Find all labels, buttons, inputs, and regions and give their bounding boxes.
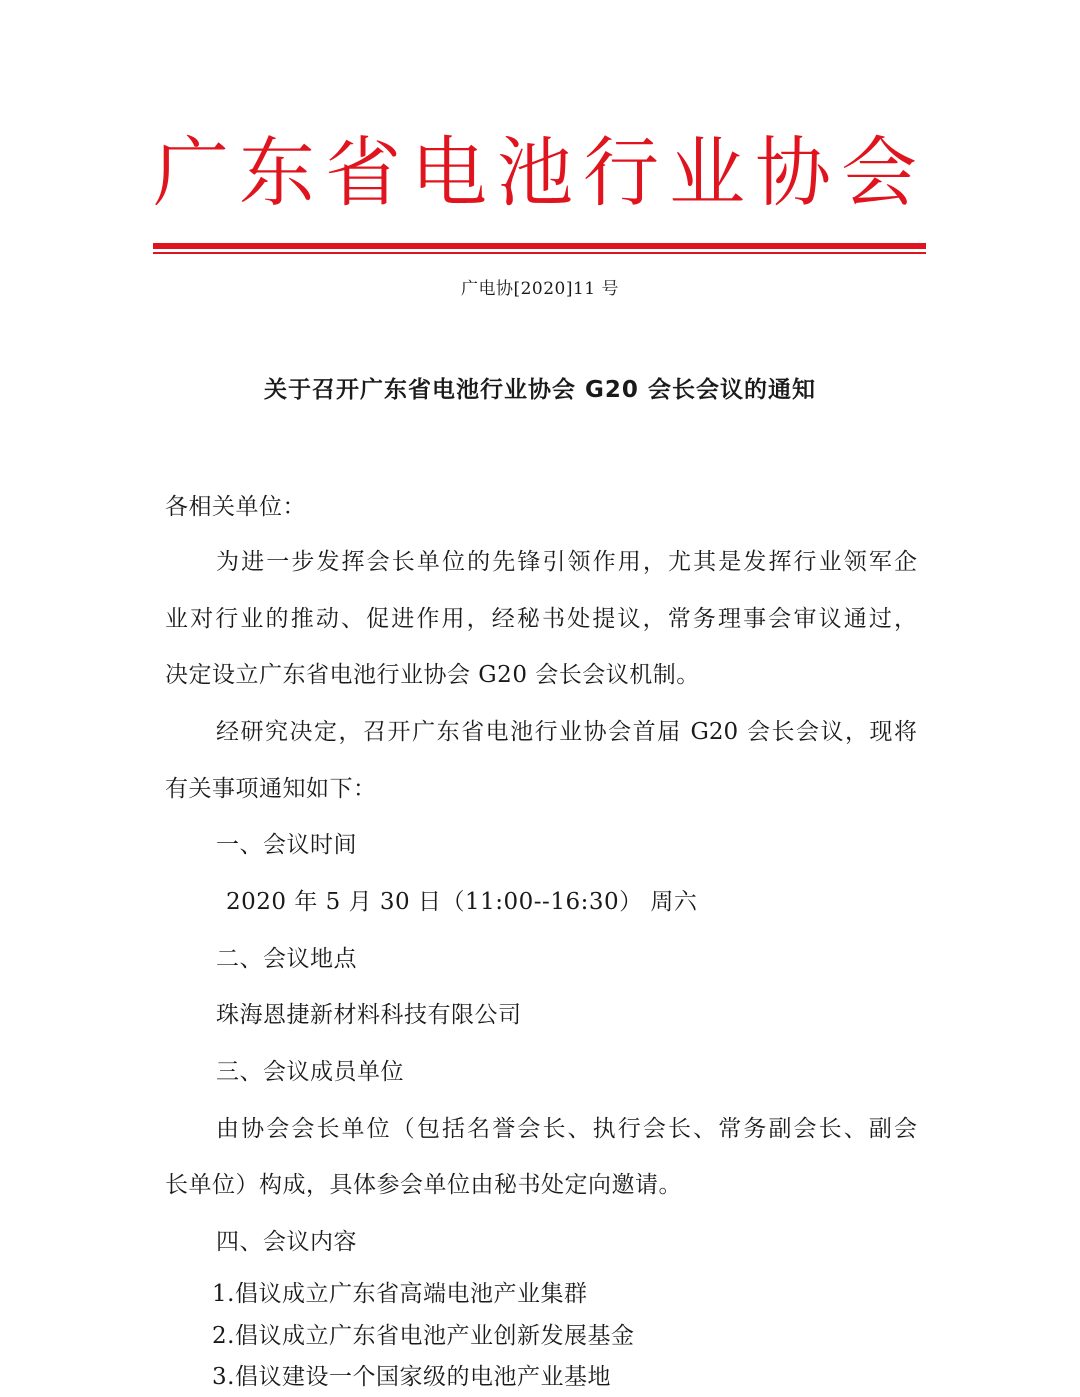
section-2-heading: 二、会议地点 [216,946,357,972]
paragraph-1-line-3: 决定设立广东省电池行业协会 G20 会长会议机制。 [165,662,700,688]
section-3-line-2: 长单位）构成，具体参会单位由秘书处定向邀请。 [165,1172,682,1198]
red-header-rule-thick [153,243,926,249]
section-4-item-2: 2.倡议成立广东省电池产业创新发展基金 [212,1323,635,1349]
section-4-item-3: 3.倡议建设一个国家级的电池产业基地 [212,1364,611,1390]
document-number: 广电协[2020]11 号 [460,279,620,299]
section-4-item-1: 1.倡议成立广东省高端电池产业集群 [212,1281,588,1307]
section-4-heading: 四、会议内容 [216,1229,357,1255]
section-3-line-1: 由协会会长单位（包括名誉会长、执行会长、常务副会长、副会 [216,1116,917,1142]
organization-masthead: 广东省电池行业协会 [153,128,927,217]
section-2-text: 珠海恩捷新材料科技有限公司 [216,1002,522,1028]
document-title: 关于召开广东省电池行业协会 G20 会长会议的通知 [264,377,816,403]
section-1-text: 2020 年 5 月 30 日（11:00--16:30） 周六 [226,889,698,915]
paragraph-1-line-2: 业对行业的推动、促进作用，经秘书处提议，常务理事会审议通过， [165,606,917,632]
paragraph-1-line-1: 为进一步发挥会长单位的先锋引领作用，尤其是发挥行业领军企 [216,549,917,575]
paragraph-2-line-1: 经研究决定，召开广东省电池行业协会首届 G20 会长会议，现将 [216,719,917,745]
paragraph-2-line-2: 有关事项通知如下： [165,776,377,802]
section-3-heading: 三、会议成员单位 [216,1059,404,1085]
red-header-rule-thin [153,252,926,254]
section-1-heading: 一、会议时间 [216,832,357,858]
salutation: 各相关单位： [165,494,306,520]
